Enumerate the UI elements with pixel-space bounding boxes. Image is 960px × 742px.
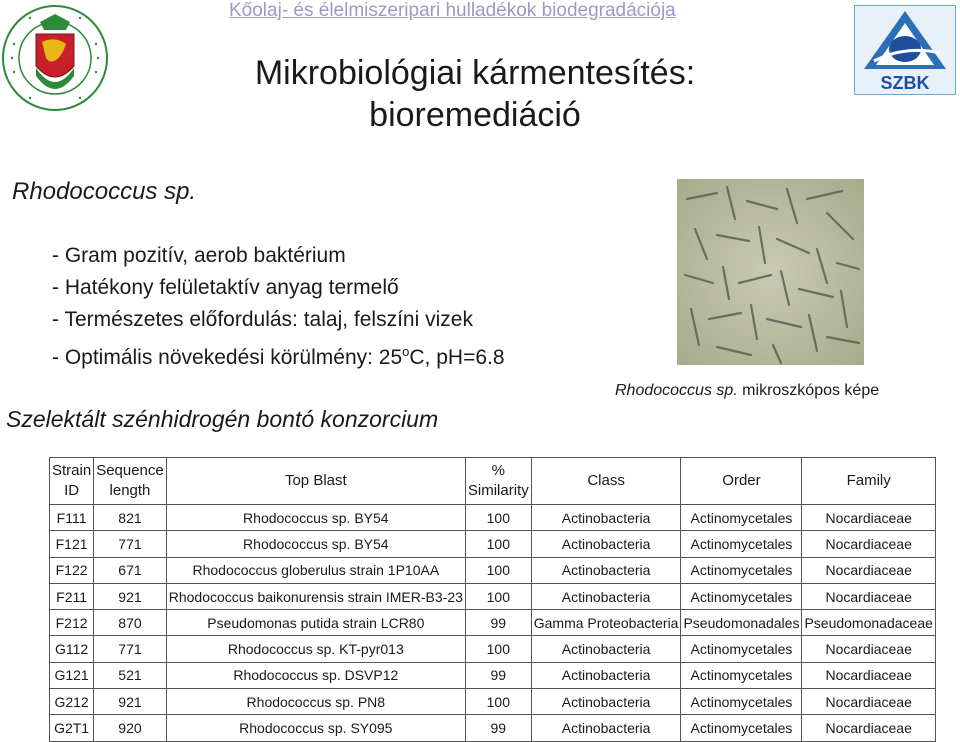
cell-top-blast: Pseudomonas putida strain LCR80 <box>166 610 465 636</box>
trait-item: - Természetes előfordulás: talaj, felszíni vizek <box>52 308 473 331</box>
cell-family: Pseudomonadaceae <box>802 610 935 636</box>
cell-order: Actinomycetales <box>681 689 802 715</box>
cell-similarity: 100 <box>465 531 531 557</box>
cell-class: Actinobacteria <box>531 531 681 557</box>
cell-top-blast: Rhodococcus sp. PN8 <box>166 689 465 715</box>
table-header-row <box>50 458 936 505</box>
cell-sequence-length: 671 <box>94 557 167 583</box>
trait-item: - Hatékony felületaktív anyag termelő <box>52 276 399 299</box>
column-header-class: Class <box>531 458 681 505</box>
cell-top-blast: Rhodococcus baikonurensis strain IMER-B3-23 <box>166 583 465 609</box>
cell-top-blast: Rhodococcus sp. SY095 <box>166 715 465 741</box>
cell-class: Actinobacteria <box>531 583 681 609</box>
cell-similarity: 99 <box>465 662 531 688</box>
cell-class: Actinobacteria <box>531 689 681 715</box>
table-row <box>50 505 936 531</box>
table-row <box>50 557 936 583</box>
cell-strain-id: F122 <box>50 557 94 583</box>
image-caption <box>615 382 879 400</box>
caption-text: mikroszkópos képe <box>737 382 880 399</box>
cell-sequence-length: 921 <box>94 583 167 609</box>
column-header-similarity: % Similarity <box>465 458 531 505</box>
trait-item-optimal-growth <box>52 336 505 374</box>
table-row <box>50 662 936 688</box>
cell-strain-id: F121 <box>50 531 94 557</box>
microscope-image <box>677 179 864 365</box>
cell-family: Nocardiaceae <box>802 557 935 583</box>
cell-similarity: 99 <box>465 715 531 741</box>
szbk-logo <box>854 5 956 95</box>
cell-class: Actinobacteria <box>531 557 681 583</box>
cell-family: Nocardiaceae <box>802 583 935 609</box>
cell-order: Actinomycetales <box>681 662 802 688</box>
cell-order: Actinomycetales <box>681 636 802 662</box>
strain-table <box>49 457 936 742</box>
cell-family: Nocardiaceae <box>802 531 935 557</box>
column-header-strain-id: Strain ID <box>50 458 94 505</box>
trait-list <box>52 240 505 374</box>
cell-class: Actinobacteria <box>531 715 681 741</box>
species-heading: Rhodococcus sp. <box>12 178 197 205</box>
cell-strain-id: G2T1 <box>50 715 94 741</box>
cell-top-blast: Rhodococcus sp. BY54 <box>166 505 465 531</box>
table-row <box>50 715 936 741</box>
cell-top-blast: Rhodococcus globerulus strain 1P10AA <box>166 557 465 583</box>
cell-sequence-length: 921 <box>94 689 167 715</box>
column-header-family: Family <box>802 458 935 505</box>
trait-text: - Optimális növekedési körülmény: 25 <box>52 346 403 369</box>
cell-strain-id: F212 <box>50 610 94 636</box>
cell-similarity: 100 <box>465 636 531 662</box>
table-row <box>50 531 936 557</box>
cell-sequence-length: 870 <box>94 610 167 636</box>
cell-strain-id: G112 <box>50 636 94 662</box>
cell-top-blast: Rhodococcus sp. KT-pyr013 <box>166 636 465 662</box>
section-heading: Szelektált szénhidrogén bontó konzorcium <box>6 406 439 432</box>
column-header-sequence-length: Sequence length <box>94 458 167 505</box>
cell-top-blast: Rhodococcus sp. DSVP12 <box>166 662 465 688</box>
cell-family: Nocardiaceae <box>802 662 935 688</box>
cell-class: Gamma Proteobacteria <box>531 610 681 636</box>
cell-strain-id: G212 <box>50 689 94 715</box>
cell-sequence-length: 521 <box>94 662 167 688</box>
cell-strain-id: F211 <box>50 583 94 609</box>
table-row <box>50 583 936 609</box>
cell-class: Actinobacteria <box>531 505 681 531</box>
caption-species: Rhodococcus sp. <box>615 382 738 399</box>
cell-strain-id: F111 <box>50 505 94 531</box>
cell-sequence-length: 920 <box>94 715 167 741</box>
cell-sequence-length: 821 <box>94 505 167 531</box>
column-header-top-blast: Top Blast <box>166 458 465 505</box>
cell-family: Nocardiaceae <box>802 505 935 531</box>
cell-strain-id: G121 <box>50 662 94 688</box>
table-row <box>50 636 936 662</box>
cell-sequence-length: 771 <box>94 636 167 662</box>
cell-similarity: 100 <box>465 505 531 531</box>
trait-item: - Gram pozitív, aerob baktérium <box>52 244 346 267</box>
trait-text: C, pH=6.8 <box>409 346 505 369</box>
cell-family: Nocardiaceae <box>802 689 935 715</box>
course-title-link[interactable]: Kőolaj- és élelmiszeripari hulladékok biodegradációja <box>229 0 676 21</box>
cell-order: Actinomycetales <box>681 557 802 583</box>
degree-superscript: o <box>402 344 410 359</box>
cell-similarity: 100 <box>465 583 531 609</box>
cell-sequence-length: 771 <box>94 531 167 557</box>
cell-similarity: 99 <box>465 610 531 636</box>
cell-order: Actinomycetales <box>681 583 802 609</box>
table-row <box>50 689 936 715</box>
cell-similarity: 100 <box>465 689 531 715</box>
svg-text:SZBK: SZBK <box>880 73 930 93</box>
cell-class: Actinobacteria <box>531 636 681 662</box>
cell-order: Actinomycetales <box>681 531 802 557</box>
cell-family: Nocardiaceae <box>802 715 935 741</box>
page-title: Mikrobiológiai kármentesítés: bioremediáció <box>254 54 696 134</box>
cell-similarity: 100 <box>465 557 531 583</box>
cell-order: Pseudomonadales <box>681 610 802 636</box>
szte-seal-logo <box>0 4 110 112</box>
cell-order: Actinomycetales <box>681 505 802 531</box>
table-row <box>50 610 936 636</box>
cell-family: Nocardiaceae <box>802 636 935 662</box>
cell-top-blast: Rhodococcus sp. BY54 <box>166 531 465 557</box>
cell-class: Actinobacteria <box>531 662 681 688</box>
cell-order: Actinomycetales <box>681 715 802 741</box>
column-header-order: Order <box>681 458 802 505</box>
